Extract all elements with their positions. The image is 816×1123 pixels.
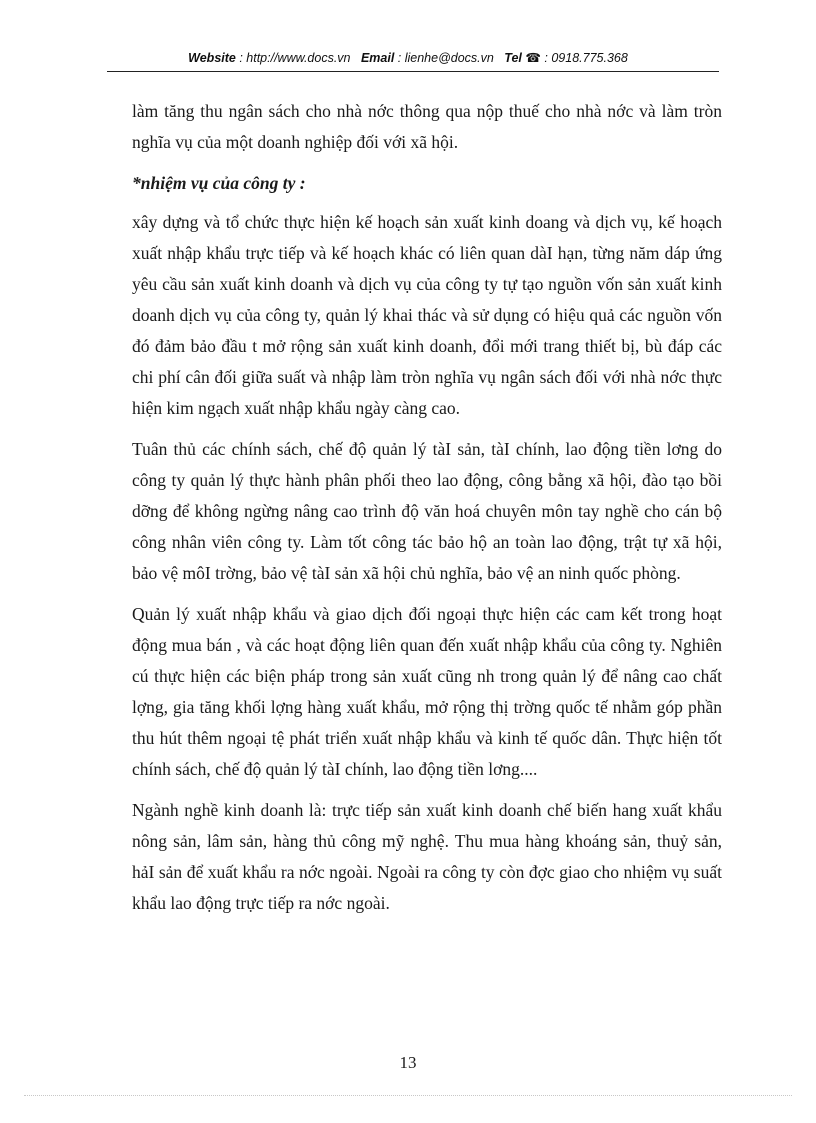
- phone-number: : 0918.775.368: [544, 51, 628, 65]
- paragraph-compliance: Tuân thủ các chính sách, chế độ quản lý tàI sản, tàI chính, lao động tiền lơng do công ty quản lý thực hành phân phối theo lao động, công bằng xã hội, đào tạo bồi dỡng để không ngừng nâng cao trình độ văn hoá chuyên môn tay nghề cho cán bộ công nhân viên công ty. Làm tốt công tác bảo hộ an toàn lao động, trật tự xã hội, bảo vệ môI trờng, bảo vệ tàI sản xã hội chủ nghĩa, bảo vệ an ninh quốc phòng.: [132, 439, 722, 583]
- paragraph-business-lines: Ngành nghề kinh doanh là: trực tiếp sản xuất kinh doanh chế biến hang xuất khẩu nông sản, lâm sản, hàng thủ công mỹ nghệ. Thu mua hàng khoáng sản, thuỷ sản, hảI sản để xuất khẩu ra nớc ngoài. Ngoài ra công ty còn đợc giao cho nhiệm vụ suất khẩu lao động trực tiếp ra nớc ngoài.: [132, 800, 722, 913]
- page-number: 13: [399, 1053, 417, 1072]
- website-url: : http://www.docs.vn: [239, 51, 351, 65]
- page-header: [0, 50, 816, 65]
- header-divider: [107, 71, 719, 72]
- email-address: : lienhe@docs.vn: [397, 51, 494, 65]
- paragraph-intro: làm tăng thu ngân sách cho nhà nớc thông qua nộp thuế cho nhà nớc và làm tròn nghĩa vụ của một doanh nghiệp đối với xã hội.: [132, 101, 722, 152]
- paragraph-duties: xây dựng và tổ chức thực hiện kế hoạch sản xuất kinh doang và dịch vụ, kế hoạch xuất nhập khẩu trực tiếp và kế hoạch khác có liên quan dàI hạn, từng năm dáp ứng yêu cầu sản xuất kinh doanh và dịch vụ của công ty tự tạo nguồn vốn sản xuất kinh doanh dịch vụ của công ty, quản lý khai thác và sử dụng có hiệu quả các nguồn vốn đó đảm bảo đầu t mở rộng sản xuất kinh doanh, đổi mới trang thiết bị, bù đáp các chi phí cân đối giữa suất và nhập làm tròn nghĩa vụ ngân sách đối với nhà nớc thực hiện kim ngạch xuất nhập khẩu ngày càng cao.: [132, 212, 722, 418]
- website-label: Website: [188, 51, 236, 65]
- phone-label: Tel ☎: [504, 51, 541, 65]
- duty-heading: *nhiệm vụ của công ty :: [132, 173, 306, 193]
- paragraph-import-export: Quản lý xuất nhập khẩu và giao dịch đối ngoại thực hiện các cam kết trong hoạt động mua bán , và các hoạt động liên quan đến xuất nhập khẩu của công ty. Nghiên cú thực hiện các biện pháp trong sản xuất cũng nh trong quản lý để nâng cao chất lợng, gia tăng khối lợng hàng xuất khẩu, mở rộng thị trờng quốc tế nhằm góp phần thu hút thêm ngoại tệ phát triển xuất nhập khẩu và kinh tế quốc dân. Thực hiện tốt chính sách, chế độ quản lý tàI chính, lao động tiền lơng....: [132, 604, 722, 779]
- page-body: [132, 96, 722, 929]
- page-bottom-divider: [24, 1095, 792, 1096]
- email-label: Email: [360, 51, 395, 65]
